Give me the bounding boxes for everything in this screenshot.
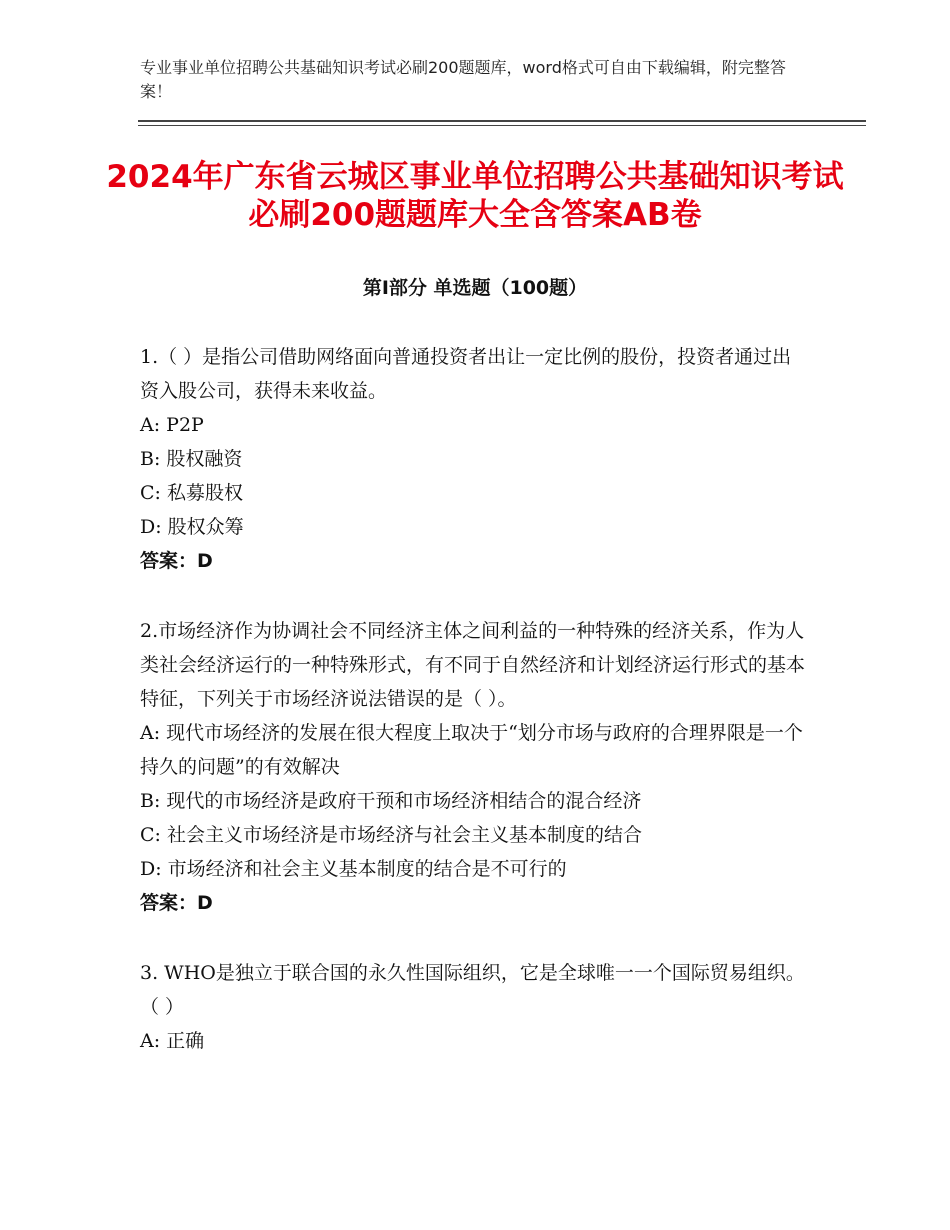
option-b: B: 现代的市场经济是政府干预和市场经济相结合的混合经济 [140, 790, 642, 812]
header-rule-thin [138, 125, 866, 126]
option-c: C: 社会主义市场经济是市场经济与社会主义基本制度的结合 [140, 824, 642, 846]
option-b: B: 股权融资 [140, 448, 243, 470]
section-heading: 第Ⅰ部分 单选题（100题） [362, 277, 588, 299]
option-d: D: 股权众筹 [140, 516, 244, 538]
document-title: 2024年广东省云城区事业单位招聘公共基础知识考试必刷200题题库大全含答案AB卷 [106, 159, 844, 233]
option-a: A: 现代市场经济的发展在很大程度上取决于“划分市场与政府的合理界限是一个持久的问题”的有效解决 [140, 722, 803, 778]
question-stem: 3. WHO是独立于联合国的永久性国际组织，它是全球唯一一个国际贸易组织。（ ） [140, 962, 805, 1018]
question-stem: 2.市场经济作为协调社会不同经济主体之间利益的一种特殊的经济关系，作为人类社会经济运行的一种特殊形式，有不同于自然经济和计划经济运行形式的基本特征，下列关于市场经济说法错误的是（ ）。 [140, 620, 806, 710]
question-2 [140, 614, 810, 920]
question-1 [140, 340, 810, 578]
question-stem: 1.（ ）是指公司借助网络面向普通投资者出让一定比例的股份，投资者通过出资入股公司，获得未来收益。 [140, 346, 792, 402]
document-header [140, 56, 800, 104]
question-list [140, 340, 810, 1058]
answer: 答案：D [140, 550, 213, 572]
header-rule-thick [138, 120, 866, 122]
option-c: C: 私募股权 [140, 482, 243, 504]
option-a: A: 正确 [140, 1030, 205, 1052]
question-3 [140, 956, 810, 1058]
option-a: A: P2P [140, 414, 204, 436]
header-text: 专业事业单位招聘公共基础知识考试必刷200题题库，word格式可自由下载编辑，附完整答案！ [140, 58, 786, 101]
option-d: D: 市场经济和社会主义基本制度的结合是不可行的 [140, 858, 567, 880]
answer: 答案：D [140, 892, 213, 914]
